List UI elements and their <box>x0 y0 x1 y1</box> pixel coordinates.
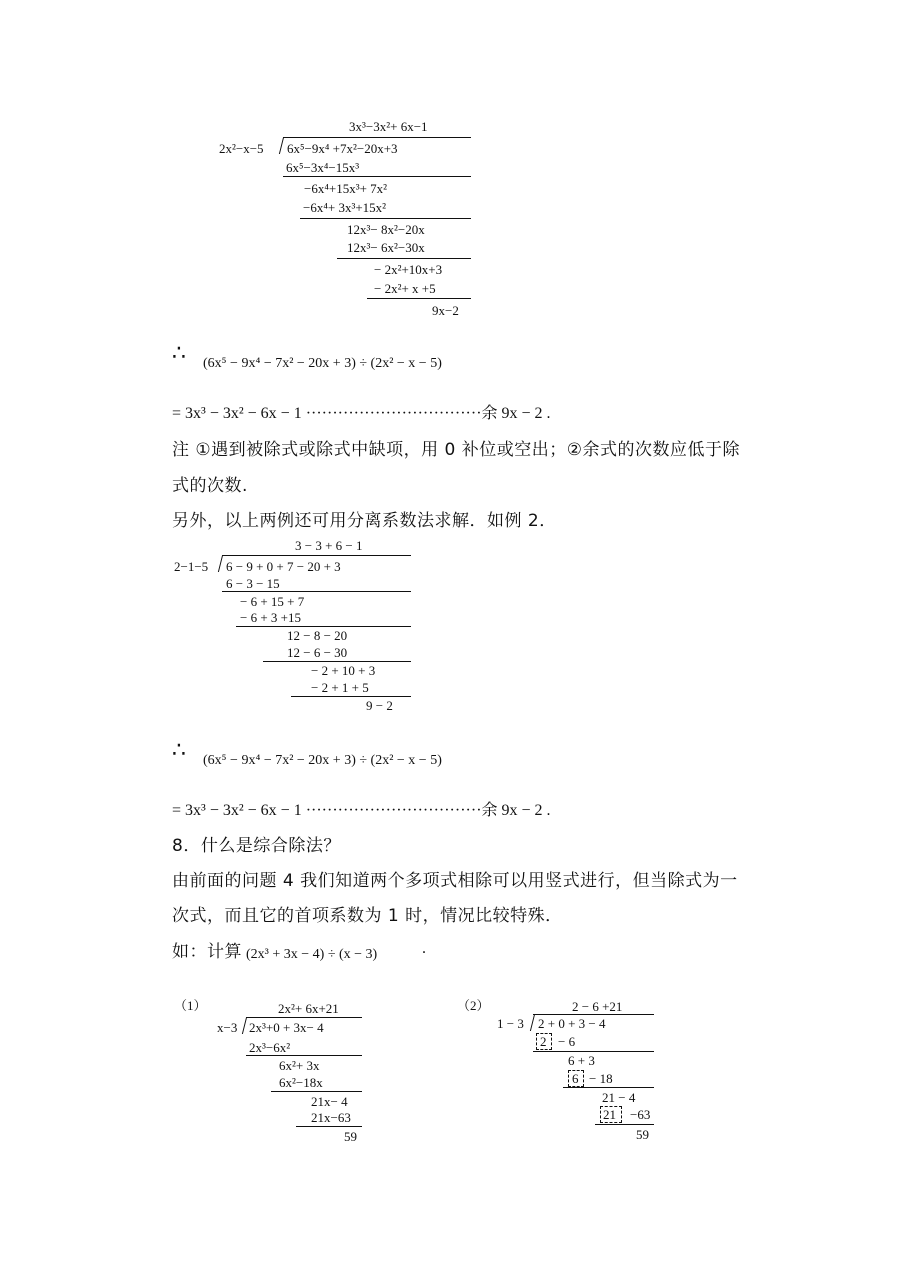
division-bracket <box>218 555 223 572</box>
step-1: 6x⁵−3x⁴−15x³ <box>286 160 360 175</box>
example-label: （1） <box>174 998 207 1013</box>
boxed-value: 6 <box>572 1071 579 1086</box>
therefore-symbol: ∴ <box>172 738 186 763</box>
step-line <box>337 258 471 259</box>
step-4: 12 − 8 − 20 <box>287 628 348 643</box>
remainder: 9 − 2 <box>366 698 393 713</box>
step-1: 2x³−6x² <box>249 1040 291 1055</box>
dividend: 2x³+0 + 3x− 4 <box>249 1020 324 1035</box>
quotient: 3 − 3 + 6 − 1 <box>295 538 363 553</box>
step-line <box>300 218 471 219</box>
result-equals: = 3x³ − 3x² − 6x − 1 ·································余 9x − 2 . <box>172 405 551 422</box>
step-3: − 6 + 3 +15 <box>240 610 301 625</box>
step-line <box>291 696 411 697</box>
step-line <box>236 626 411 627</box>
intro-example-2: 另外，以上两例还可用分离系数法求解．如例 2． <box>172 511 557 531</box>
remainder: 9x−2 <box>432 303 459 318</box>
quotient: 2 − 6 +21 <box>572 999 623 1014</box>
step-line <box>296 1126 362 1127</box>
step-2: −6x⁴+15x³+ 7x² <box>304 181 388 196</box>
step-4: 21 − 4 <box>602 1090 636 1105</box>
step-line <box>271 1091 362 1092</box>
dividend: 6 − 9 + 0 + 7 − 20 + 3 <box>226 559 341 574</box>
note-line-1: 注 ①遇到被除式或除式中缺项，用 0 补位或空出；②余式的次数应低于除 <box>172 440 741 460</box>
quotient: 2x²+ 6x+21 <box>278 1001 339 1016</box>
step-line <box>246 1055 362 1056</box>
paragraph-line-1: 由前面的问题 4 我们知道两个多项式相除可以用竖式进行，但当除式为一 <box>172 871 738 891</box>
step-5: 12x³− 6x²−30x <box>347 240 425 255</box>
step-4: 21x− 4 <box>311 1094 348 1109</box>
divisor: 1 − 3 <box>497 1016 524 1031</box>
section-heading: 8．什么是综合除法？ <box>172 836 341 856</box>
example-label: （2） <box>457 998 490 1013</box>
remainder: 59 <box>344 1129 357 1144</box>
division-bar <box>533 1014 654 1015</box>
division-bar <box>222 555 411 556</box>
step-2: 6x²+ 3x <box>279 1058 320 1073</box>
division-bar <box>246 1017 362 1018</box>
step-5: 12 − 6 − 30 <box>287 645 348 660</box>
division-bracket <box>242 1017 247 1034</box>
result-equals: = 3x³ − 3x² − 6x − 1 ·································余 9x − 2 . <box>172 802 551 819</box>
step-1: − 6 <box>558 1034 576 1049</box>
division-bracket <box>279 137 284 154</box>
step-1: 6 − 3 − 15 <box>226 576 280 591</box>
step-line <box>595 1124 654 1125</box>
paragraph-line-2: 次式，而且它的首项系数为 1 时，情况比较特殊． <box>172 906 563 926</box>
boxed-value: 21 <box>603 1107 616 1122</box>
divisor: x−3 <box>217 1020 238 1035</box>
dividend: 2 + 0 + 3 − 4 <box>538 1016 606 1031</box>
step-5: 21x−63 <box>311 1110 351 1125</box>
step-line <box>563 1087 654 1088</box>
step-7: − 2 + 1 + 5 <box>311 680 369 695</box>
therefore-symbol: ∴ <box>172 341 186 366</box>
note-line-2: 式的次数. <box>172 476 248 496</box>
step-2: − 6 + 15 + 7 <box>240 594 305 609</box>
step-line <box>283 176 471 177</box>
step-5: −63 <box>630 1107 651 1122</box>
example-label: 如：计算 <box>172 942 242 962</box>
step-3: − 18 <box>589 1071 613 1086</box>
step-3: 6x²−18x <box>279 1075 323 1090</box>
step-line <box>533 1051 654 1052</box>
remainder: 59 <box>636 1127 649 1142</box>
step-2: 6 + 3 <box>568 1053 595 1068</box>
step-6: − 2 + 10 + 3 <box>311 663 376 678</box>
divisor: 2x²−x−5 <box>219 141 264 156</box>
step-line <box>222 591 411 592</box>
result-expression: (6x⁵ − 9x⁴ − 7x² − 20x + 3) ÷ (2x² − x − 5) <box>203 356 442 371</box>
step-4: 12x³− 8x²−20x <box>347 222 425 237</box>
step-3: −6x⁴+ 3x³+15x² <box>303 200 387 215</box>
step-line <box>263 661 411 662</box>
result-expression: (6x⁵ − 9x⁴ − 7x² − 20x + 3) ÷ (2x² − x − 5) <box>203 753 442 768</box>
boxed-value: 2 <box>540 1034 547 1049</box>
quotient: 3x³−3x²+ 6x−1 <box>349 119 428 134</box>
step-line <box>367 298 471 299</box>
step-7: − 2x²+ x +5 <box>374 281 436 296</box>
division-bar <box>283 137 471 138</box>
divisor: 2−1−5 <box>174 559 209 574</box>
dividend: 6x⁵−9x⁴ +7x²−20x+3 <box>287 141 398 156</box>
example-end: . <box>422 940 426 957</box>
example-expression: (2x³ + 3x − 4) ÷ (x − 3) <box>246 947 378 962</box>
step-6: − 2x²+10x+3 <box>374 262 443 277</box>
division-bracket <box>530 1014 535 1031</box>
